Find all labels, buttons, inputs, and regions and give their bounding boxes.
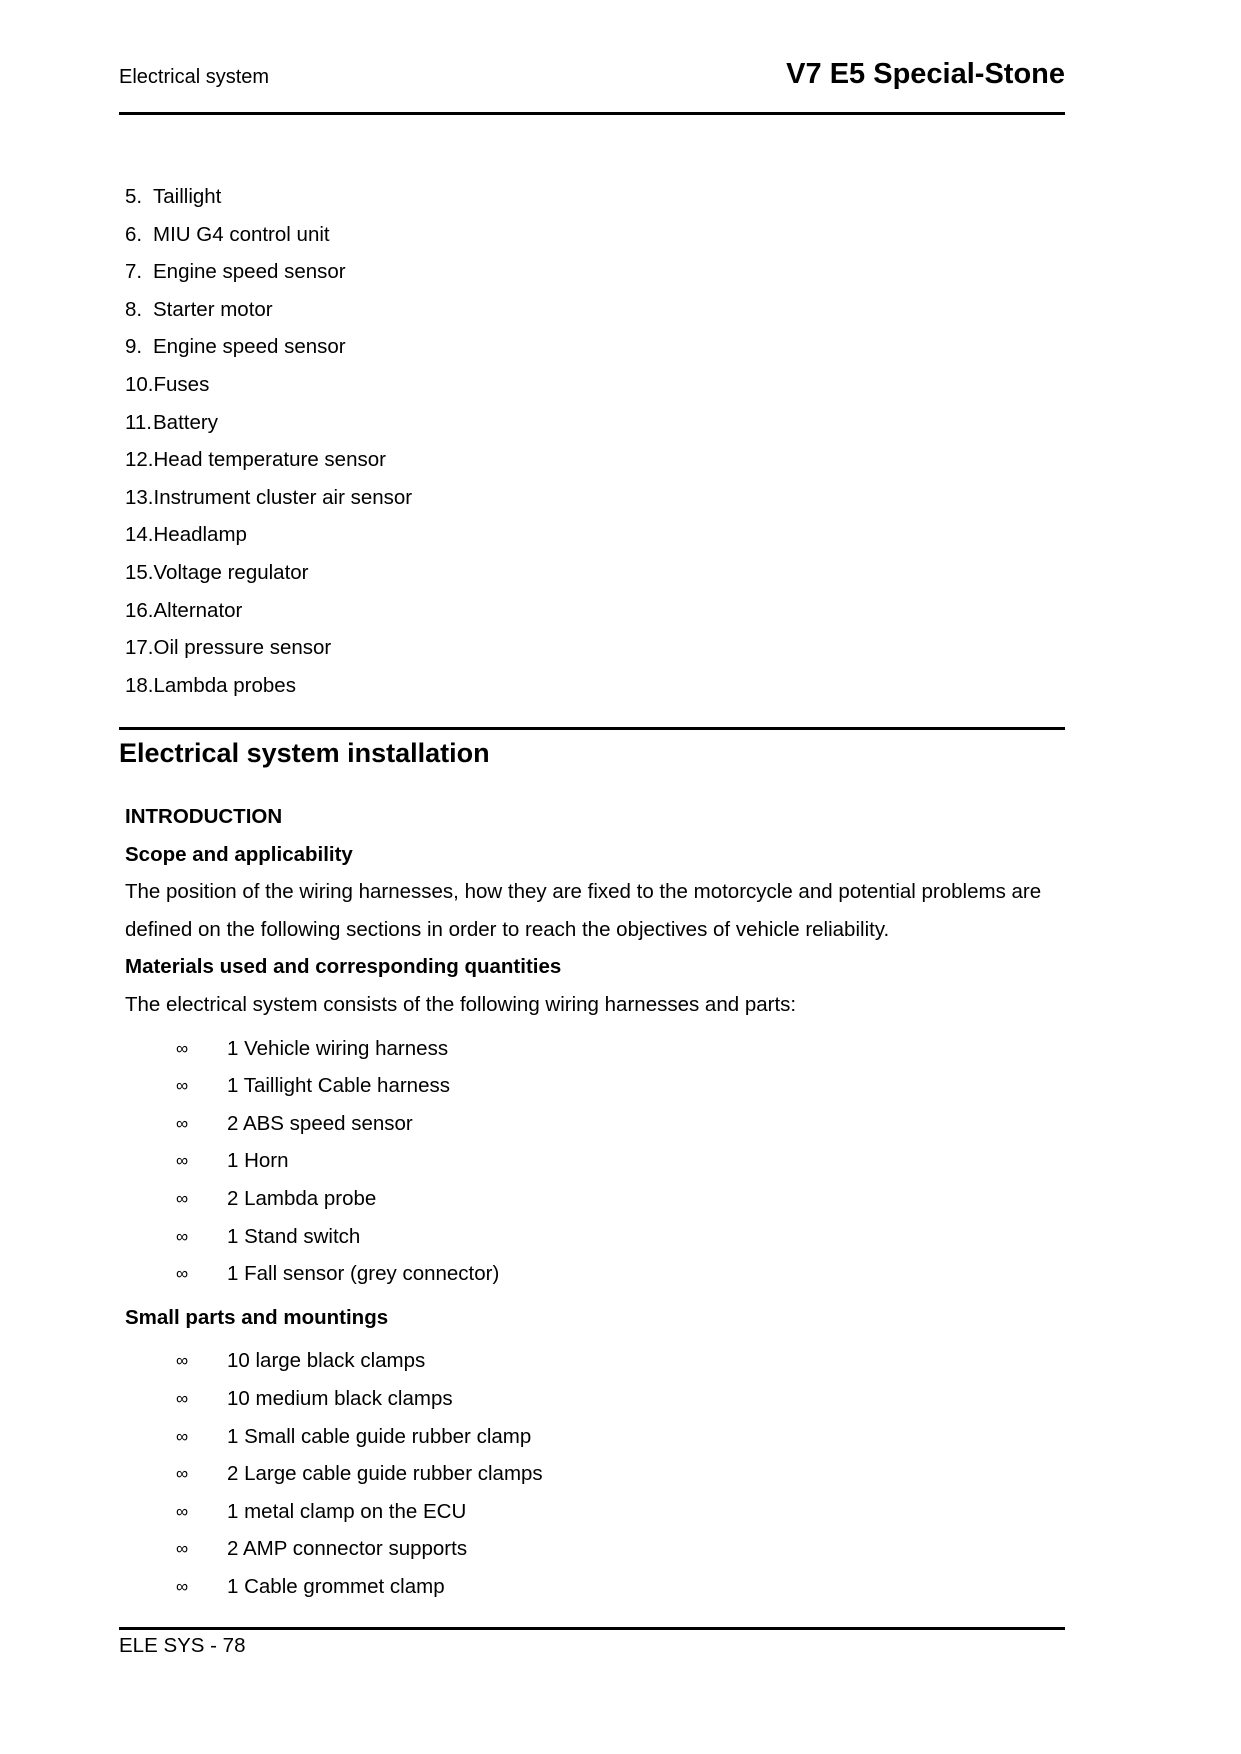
list-item-text: 1 metal clamp on the ECU [227,1499,467,1523]
materials-list [125,1030,1065,1293]
legend-item [125,291,412,329]
legend-item-number: 8. [125,297,143,321]
legend-item-number: 16. [125,598,154,622]
list-item-text: 10 medium black clamps [227,1386,453,1410]
legend-item-label: Battery [153,410,218,434]
page-header [119,54,1065,115]
list-item-text: 1 Vehicle wiring harness [227,1036,449,1060]
list-item-text: 2 AMP connector supports [227,1537,468,1561]
small-parts-list [125,1342,1065,1605]
list-item-text: 2 ABS speed sensor [227,1111,413,1135]
list-item [125,1030,1065,1068]
infinity-bullet-icon: ∞ [176,1038,189,1058]
scope-paragraph: The position of the wiring harnesses, how they are fixed to the motorcycle and potential problems are defined on the following sections in order to reach the objectives of vehicle reliability. [125,880,1042,941]
legend-item [125,592,412,630]
legend-item [125,629,412,667]
legend-item-label: Starter motor [153,297,273,321]
list-item-text: 1 Taillight Cable harness [227,1074,450,1098]
infinity-bullet-icon: ∞ [176,1539,189,1559]
legend-item [125,178,412,216]
header-section-name: Electrical system [119,66,270,88]
legend-item-label: Fuses [153,372,210,396]
list-item [125,1142,1065,1180]
materials-heading: Materials used and corresponding quantities [125,955,562,979]
list-item-text: 2 Lambda probe [227,1186,377,1210]
list-item [125,1180,1065,1218]
list-item [125,1455,1065,1493]
legend-item-label: Head temperature sensor [153,448,386,472]
legend-item [125,328,412,366]
legend-item [125,479,412,517]
list-item [125,1418,1065,1456]
legend-item-label: Headlamp [153,523,247,547]
list-item [125,1255,1065,1293]
list-item-text: 1 Horn [227,1149,289,1173]
infinity-bullet-icon: ∞ [176,1576,189,1596]
list-item [125,1380,1065,1418]
section-divider [119,727,1065,730]
list-item-text: 10 large black clamps [227,1349,426,1373]
list-item [125,1218,1065,1256]
list-item [125,1530,1065,1568]
footer-divider [119,1627,1065,1630]
installation-content [125,798,1065,1605]
infinity-bullet-icon: ∞ [176,1264,189,1284]
list-item [125,1105,1065,1143]
legend-item-number: 11. [125,410,152,434]
legend-item-label: Taillight [153,185,222,208]
section-title: Electrical system installation [119,738,490,768]
list-item-text: 1 Small cable guide rubber clamp [227,1424,532,1448]
legend-item-label: Lambda probes [153,673,296,697]
legend-item-number: 15. [125,560,154,584]
legend-item-label: Oil pressure sensor [153,636,332,660]
list-item [125,1493,1065,1531]
legend-item [125,216,412,254]
materials-paragraph: The electrical system consists of the following wiring harnesses and parts: [125,992,797,1016]
legend-item-number: 12. [125,448,154,472]
legend-item-number: 18. [125,673,154,697]
list-item-text: 1 Stand switch [227,1224,361,1248]
list-item-text: 2 Large cable guide rubber clamps [227,1462,543,1486]
list-item [125,1568,1065,1606]
legend-item-label: Voltage regulator [153,560,309,584]
introduction-heading: INTRODUCTION [125,805,283,828]
list-item [125,1067,1065,1105]
legend-item [125,253,412,291]
infinity-bullet-icon: ∞ [176,1188,189,1208]
small-parts-heading: Small parts and mountings [125,1305,389,1329]
list-item [125,1342,1065,1380]
legend-item-label: Engine speed sensor [153,335,346,359]
infinity-bullet-icon: ∞ [176,1351,189,1371]
legend-item-label: Alternator [153,598,243,622]
infinity-bullet-icon: ∞ [176,1076,189,1096]
legend-item [125,516,412,554]
legend-item-label: Engine speed sensor [153,260,346,284]
legend-item-label: MIU G4 control unit [153,222,330,246]
header-model-name: V7 E5 Special-Stone [786,58,1065,90]
infinity-bullet-icon: ∞ [176,1226,189,1246]
infinity-bullet-icon: ∞ [176,1113,189,1133]
component-legend-list [125,178,412,704]
legend-item-label: Instrument cluster air sensor [153,485,413,509]
infinity-bullet-icon: ∞ [176,1464,189,1484]
legend-item-number: 9. [125,335,143,359]
legend-item [125,366,412,404]
page-number: ELE SYS - 78 [119,1634,246,1657]
legend-item [125,667,412,705]
legend-item [125,404,412,442]
list-item-text: 1 Fall sensor (grey connector) [227,1262,500,1286]
legend-item [125,554,412,592]
scope-heading: Scope and applicability [125,842,353,866]
legend-item-number: 5. [125,185,143,208]
legend-item-number: 13. [125,485,154,509]
infinity-bullet-icon: ∞ [176,1501,189,1521]
legend-item-number: 10. [125,372,154,396]
legend-item-number: 6. [125,222,143,246]
legend-item [125,441,412,479]
infinity-bullet-icon: ∞ [176,1151,189,1171]
infinity-bullet-icon: ∞ [176,1388,189,1408]
legend-item-number: 14. [125,523,154,547]
legend-item-number: 17. [125,636,154,660]
list-item-text: 1 Cable grommet clamp [227,1574,445,1598]
legend-item-number: 7. [125,260,143,284]
infinity-bullet-icon: ∞ [176,1426,189,1446]
